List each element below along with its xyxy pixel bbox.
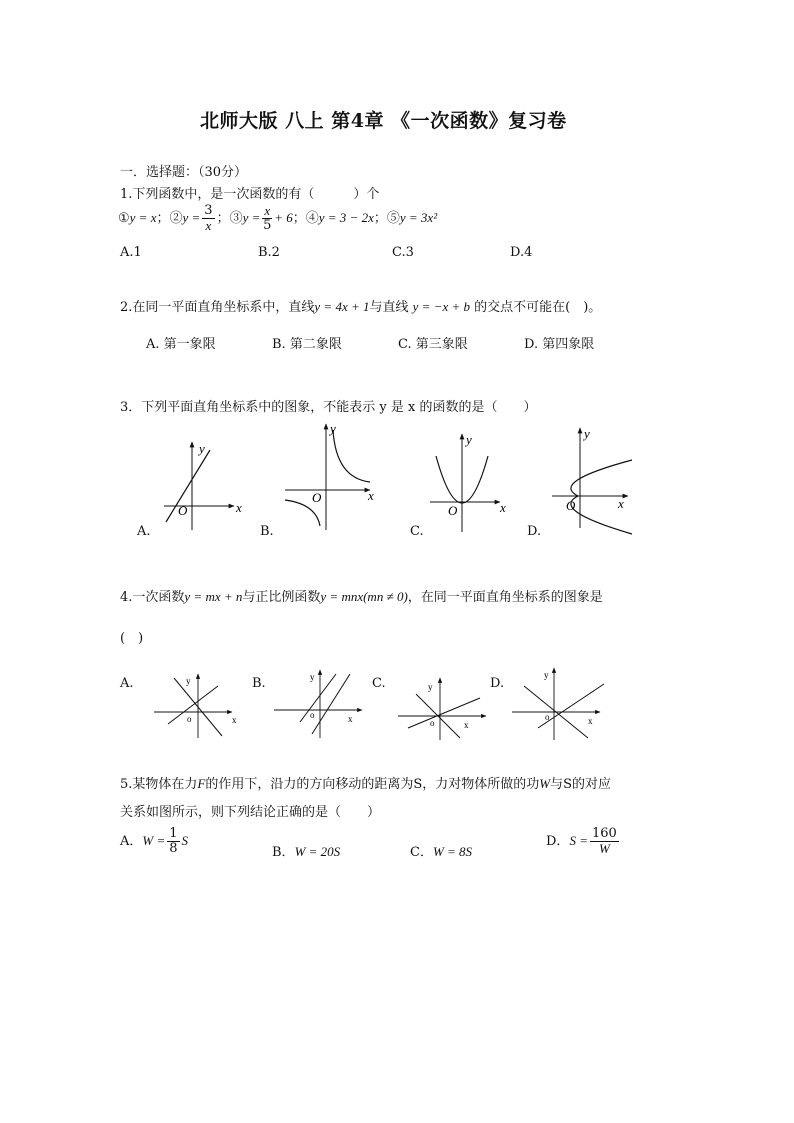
q5-option-d[interactable]: D．S = $\frac{160}{W}$ [546,826,617,856]
question-3-stem: 3．下列平面直角坐标系中的图象，不能表示 y 是 x 的函数的是（ ） [120,400,537,415]
axis-label-x: x [348,714,353,724]
page-title: 北师大版 八上 第4章 《一次函数》复习卷 [200,110,567,132]
axis-label-x: x [368,488,374,503]
question-2-stem: 2.在同一平面直角坐标系中，直线y = 4x + 1与直线 y = −x + b 的交点不可能在( )。 [120,299,602,315]
origin-label: O [448,503,458,518]
expr-linear: y = mx + n [184,589,243,604]
fraction-a: $\frac{1}{8}$ [169,826,178,856]
q4-graph-a[interactable] [154,674,237,738]
item-marker: ② [169,211,183,226]
q3-graph-d[interactable] [552,426,632,534]
question-5-line-2: 关系如图所示，则下列结论正确的是（ ） [120,805,381,820]
axis-label-x: x [588,716,593,726]
line-expr-1: y = 4x + 1 [314,299,370,314]
origin-label: o [310,710,315,720]
q2-option-d[interactable]: D. 第四象限 [524,337,595,352]
q2-option-b[interactable]: B. 第二象限 [272,337,342,352]
work-symbol: W [539,776,551,791]
origin-label: O [178,503,188,518]
section-heading: 一．选择题：（30分） [120,165,248,180]
q4-option-c[interactable]: C. [372,676,386,691]
q1-option-c[interactable]: C.3 [392,245,414,260]
q3-option-b[interactable]: B. [260,524,274,539]
axis-label-x: x [236,500,242,515]
q1-option-b[interactable]: B.2 [258,245,280,260]
q3-option-d[interactable]: D. [527,524,542,539]
separator: ； [373,211,387,226]
axis-label-y: y [584,426,590,441]
origin-label: o [545,712,550,722]
q4-option-a[interactable]: A. [120,676,134,691]
expr-3-lhs: y = [242,210,261,225]
origin-label: O [312,490,322,505]
question-5-line-1: 5.某物体在力F的作用下，沿力的方向移动的距离为S，力对物体所做的功W与S的对应 [120,776,612,792]
expr-4: y = 3 − 2x [318,210,374,225]
q5-option-a[interactable]: A．W = $\frac{1}{8}$ S [120,826,189,856]
separator: ； [216,211,230,226]
axis-label-x: x [232,715,237,725]
axis-label-y: y [544,670,549,680]
axis-label-x: x [500,500,506,515]
q3-option-c[interactable]: C. [410,524,424,539]
item-marker: ① [118,211,130,226]
expr-1: y = x [129,210,157,225]
axis-label-y: y [310,672,315,682]
q3-option-a[interactable]: A. [137,524,151,539]
q2-option-c[interactable]: C. 第三象限 [398,337,468,352]
q3-graph-c[interactable] [430,432,506,532]
axis-label-y: y [199,441,205,456]
item-marker: ③ [229,211,243,226]
q4-option-b[interactable]: B. [252,676,266,691]
q4-option-d[interactable]: D. [490,676,505,691]
q1-option-d[interactable]: D.4 [510,245,533,260]
axis-label-y: y [428,682,433,692]
origin-label: O [566,498,576,513]
axis-label-y: y [330,421,336,436]
fraction-2: $\frac{3}{x}$ [204,203,213,233]
q4-graphs [140,660,610,742]
q3-graphs [130,420,650,545]
expr-2-lhs: y = [182,210,201,225]
q2-option-a[interactable]: A. 第一象限 [146,337,216,352]
q3-graph-a[interactable] [164,441,242,530]
line-expr-2: y = −x + b [412,299,471,314]
q5-option-c[interactable]: C．W = 8S [410,844,473,860]
q4-graph-b[interactable] [274,670,362,738]
origin-label: o [187,714,192,724]
separator: ； [292,211,306,226]
axis-label-x: x [464,720,469,730]
q3-graph-b[interactable] [285,421,374,530]
expr-3-rhs: + 6 [274,210,293,225]
q4-graph-d[interactable] [512,668,604,740]
q1-option-a[interactable]: A.1 [120,245,142,260]
item-marker: ④ [305,211,319,226]
separator: ； [156,211,170,226]
axis-label-y: y [186,676,191,686]
force-symbol: F [197,776,206,791]
item-marker: ⑤ [386,211,400,226]
expr-proportional: y = mnx(mn ≠ 0) [320,589,408,604]
axis-label-y: y [466,432,472,447]
fraction-3: $\frac{x}{5}$ [263,203,272,233]
q4-graph-c[interactable] [398,678,486,740]
question-1-items [118,204,437,233]
q5-option-b[interactable]: B．W = 20S [272,844,341,860]
expr-5: y = 3x² [399,210,438,225]
question-1-stem: 1.下列函数中，是一次函数的有（ ）个 [120,187,380,202]
axis-label-x: x [618,496,624,511]
question-4-stem: 4.一次函数y = mx + n与正比例函数y = mnx(mn ≠ 0)，在同一平面直角坐标系的图象是 [120,589,603,605]
fraction-d: $\frac{160}{W}$ [591,826,617,856]
question-4-paren: ( ) [120,631,144,646]
origin-label: o [430,718,435,728]
